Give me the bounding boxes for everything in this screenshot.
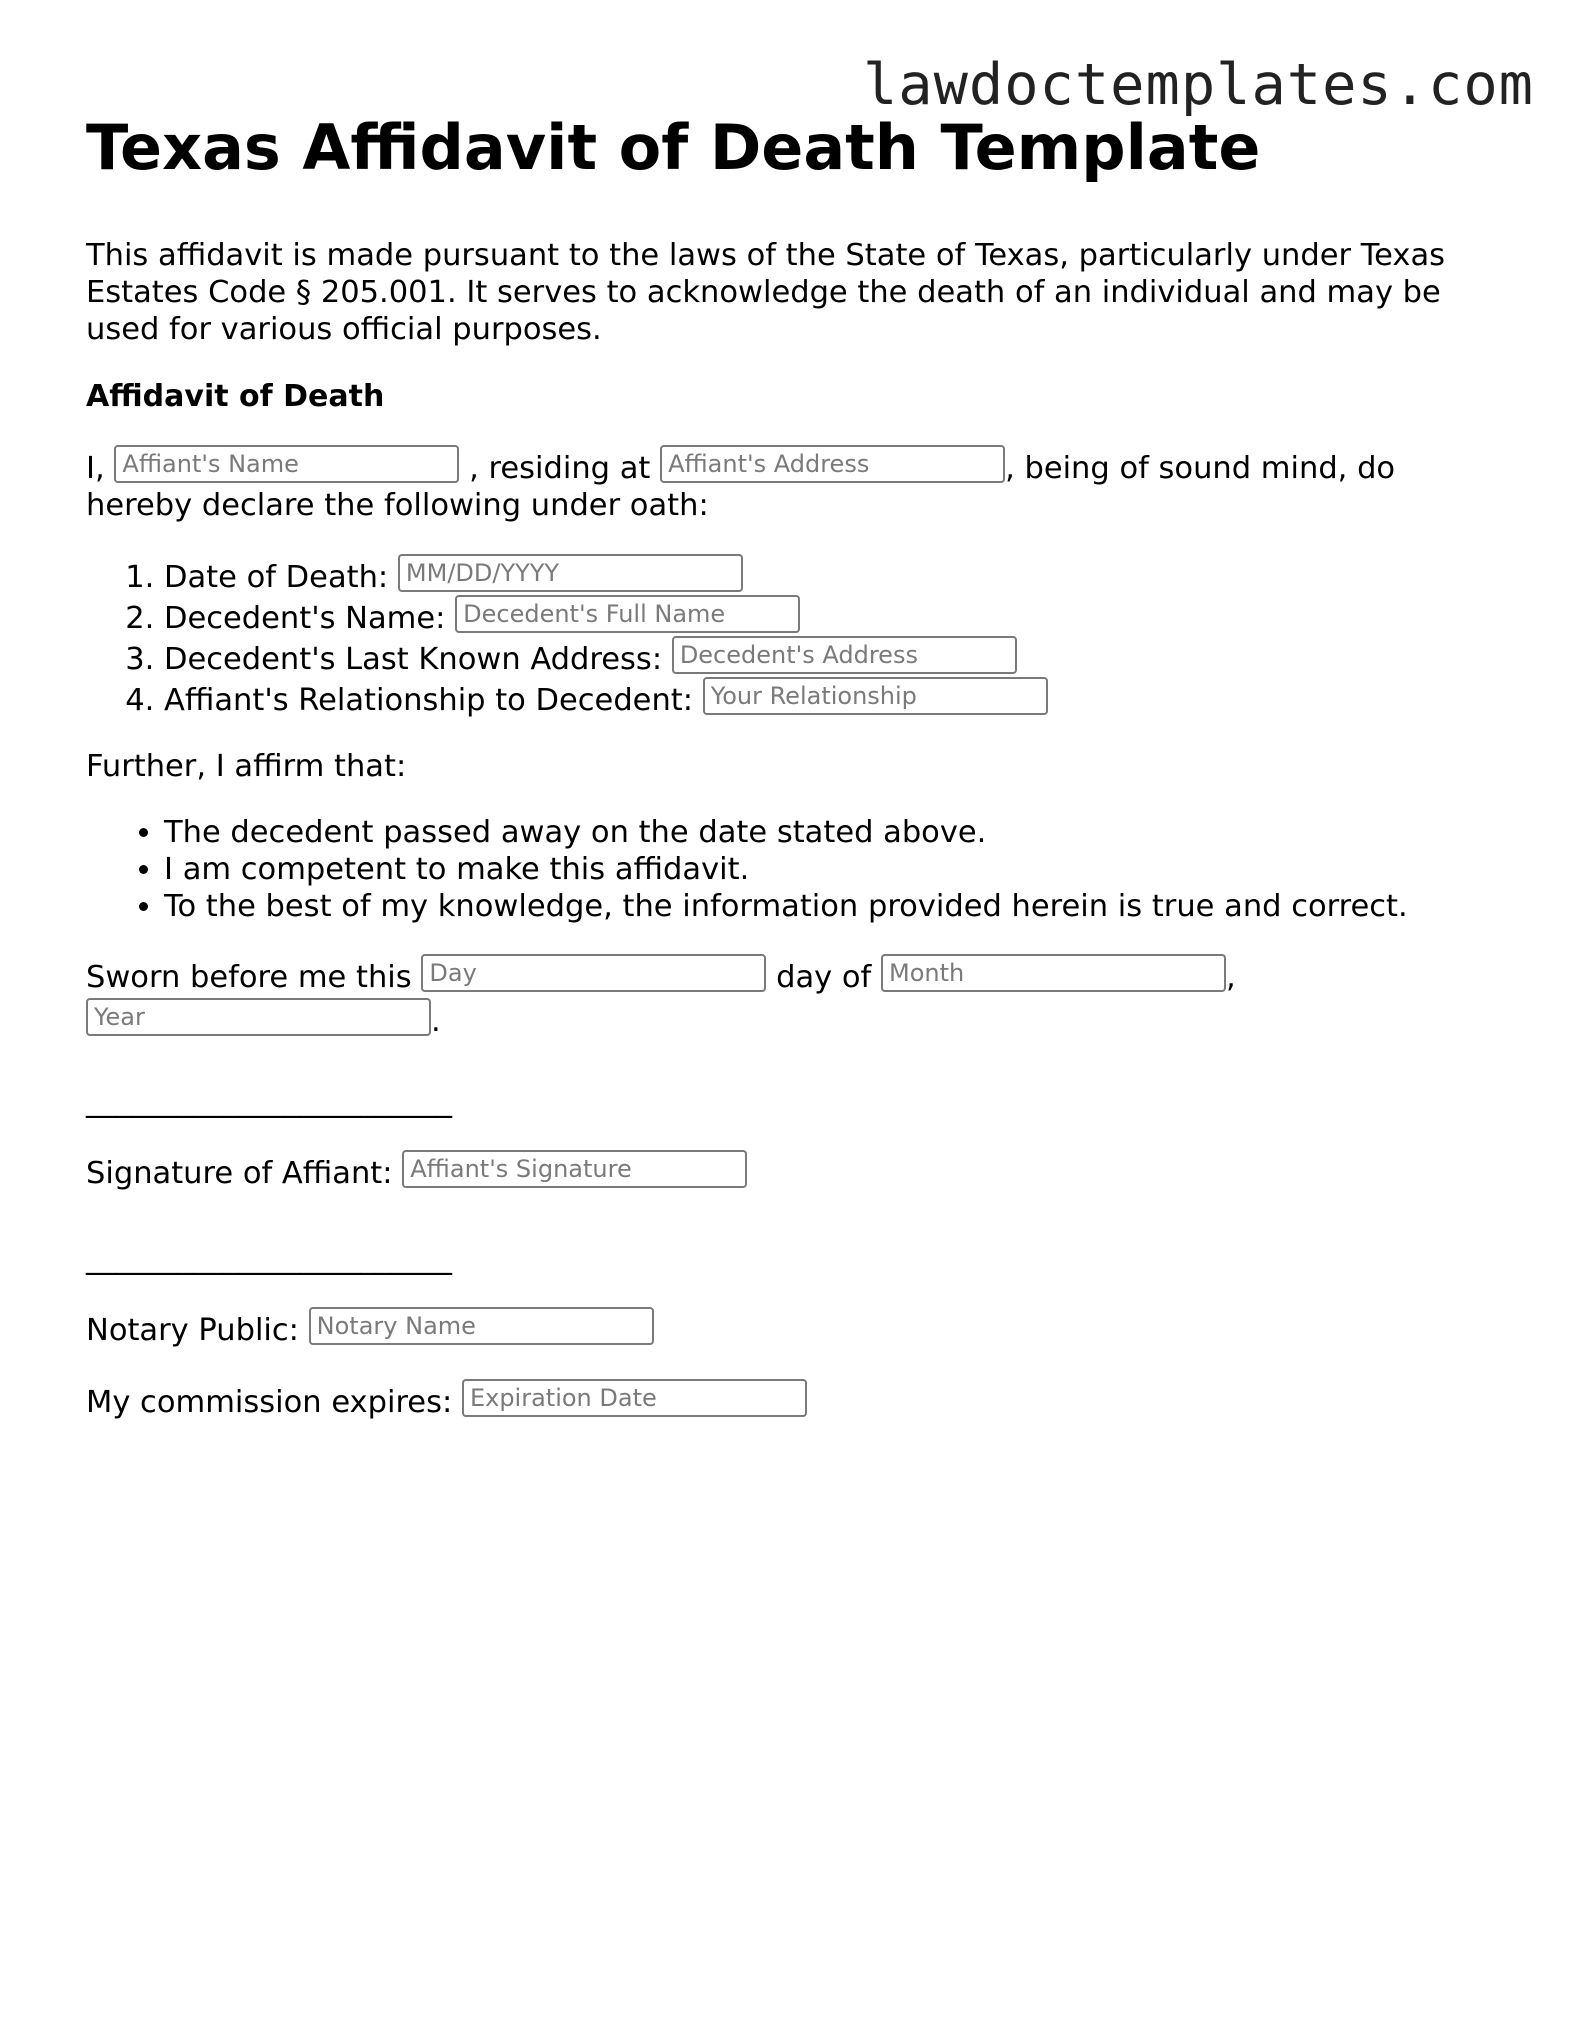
list-item — [164, 595, 1496, 636]
notary-name-field[interactable]: Notary Name — [309, 1307, 654, 1345]
sworn-month-field[interactable]: Month — [881, 954, 1226, 992]
list-item: • To the best of my knowledge, the information provided herein is true and correct. — [164, 888, 1496, 925]
list-item: • The decedent passed away on the date stated above. — [164, 814, 1496, 851]
further-affirm-text: Further, I affirm that: — [86, 749, 407, 784]
list-item: • I am competent to make this affidavit. — [164, 851, 1496, 888]
watermark: lawdoctemplates.com — [862, 52, 1534, 118]
sworn-day-of-text: day of — [776, 960, 872, 995]
decedent-name-label: Decedent's Name: — [164, 601, 446, 636]
sworn-year-field[interactable]: Year — [86, 998, 431, 1036]
signature-label: Signature of Affiant: — [86, 1156, 393, 1191]
notary-signature-line: ________________________ — [86, 1241, 452, 1276]
date-of-death-field[interactable]: MM/DD/YYYY — [398, 554, 743, 592]
affiant-address-field[interactable]: Affiant's Address — [660, 445, 1005, 483]
sworn-period: . — [431, 1004, 441, 1039]
relationship-field[interactable]: Your Relationship — [703, 677, 1048, 715]
declaration-prefix: I, — [86, 451, 105, 486]
list-item — [164, 677, 1496, 718]
details-list — [86, 554, 1496, 718]
commission-label: My commission expires: — [86, 1385, 453, 1420]
sworn-statement — [86, 954, 1496, 1042]
page-title: Texas Affidavit of Death Template — [86, 111, 1261, 184]
list-item — [164, 554, 1496, 595]
section-title: Affidavit of Death — [86, 379, 385, 414]
notary-block — [86, 1307, 1496, 1349]
relationship-label: Affiant's Relationship to Decedent: — [164, 683, 694, 718]
signature-line: ________________________ — [86, 1084, 452, 1119]
decedent-address-label: Decedent's Last Known Address: — [164, 642, 663, 677]
commission-expiration-field[interactable]: Expiration Date — [462, 1379, 807, 1417]
decedent-address-field[interactable]: Decedent's Address — [672, 636, 1017, 674]
signature-block — [86, 1150, 1496, 1192]
sworn-day-field[interactable]: Day — [421, 954, 766, 992]
declaration-paragraph — [86, 445, 1496, 524]
declaration-suffix: , being of sound mind, do hereby declare the following under oath: — [86, 451, 1396, 523]
intro-paragraph: This affidavit is made pursuant to the laws of the State of Texas, particularly under Texas Estates Code § 205.001. It serves to acknowledge the death of an individual and may be used for various official purposes. — [86, 238, 1446, 347]
date-of-death-label: Date of Death: — [164, 560, 389, 595]
decedent-name-field[interactable]: Decedent's Full Name — [455, 595, 800, 633]
declaration-residing-text: , residing at — [459, 451, 661, 486]
list-item — [164, 636, 1496, 677]
sworn-prefix: Sworn before me this — [86, 960, 412, 995]
affirmations-list — [86, 814, 1496, 925]
notary-label: Notary Public: — [86, 1313, 299, 1348]
commission-block — [86, 1379, 1496, 1421]
affidavit-document — [86, 108, 1496, 1421]
affiant-signature-field[interactable]: Affiant's Signature — [402, 1150, 747, 1188]
sworn-comma: , — [1225, 960, 1236, 995]
affiant-name-field[interactable]: Affiant's Name — [114, 445, 459, 483]
